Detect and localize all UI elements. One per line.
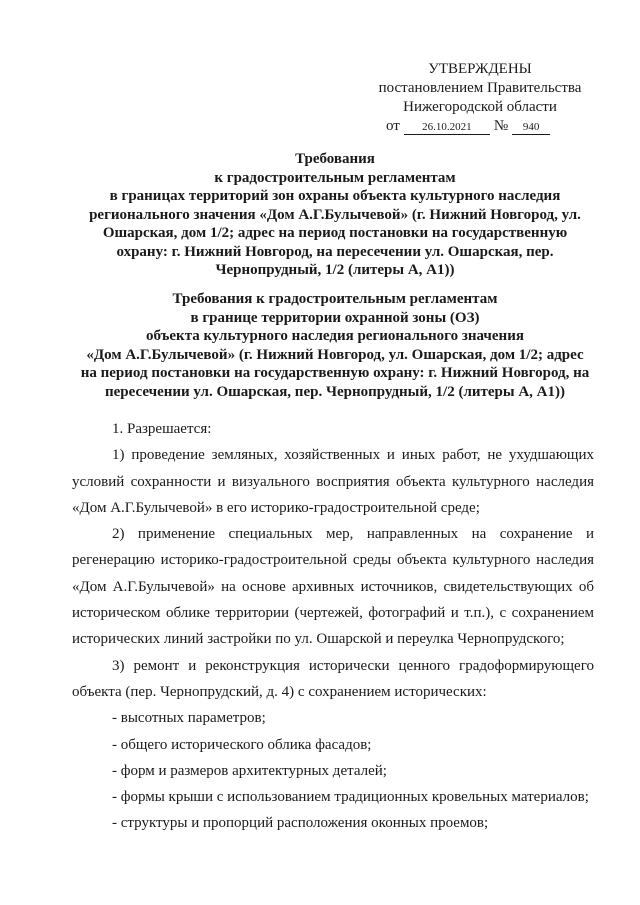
text-line: «Дом А.Г.Булычевой» на основе архивных источников, свидетельствующих об <box>72 578 594 595</box>
heading-line: в границе территории охранной зоны (ОЗ) <box>190 309 480 326</box>
heading-line: объекта культурного наследия регионального значения <box>146 328 524 344</box>
text-line: 1. Разрешается: <box>112 421 212 437</box>
list-item: - структуры и пропорций расположения оконных проемов; <box>112 815 489 832</box>
list-item: - формы крыши с использованием традиционных кровельных материалов; <box>112 789 589 806</box>
item-heading <box>72 416 594 442</box>
list-item: - форм и размеров архитектурных деталей; <box>112 762 387 779</box>
text-line: 3) ремонт и реконструкция исторически ценного градоформирующего <box>112 657 594 674</box>
approval-region: Нижегородской области <box>403 99 557 115</box>
document-title <box>60 150 610 280</box>
text-line: 2) применение специальных мер, направленных на сохранение и <box>112 526 594 543</box>
heading-line: Требования к градостроительным регламентам <box>172 291 498 307</box>
heading-line: пересечении ул. Ошарская, пер. Чернопрудный, 1/2 (литеры А, А1)) <box>105 383 565 400</box>
text-line: регенерацию историко-градостроительной среды объекта культурного наследия <box>72 552 594 569</box>
paragraph-2 <box>72 521 594 652</box>
text-line: «Дом А.Г.Булычевой» в его историко-градостроительной среде; <box>72 499 480 516</box>
heading-line: Чернопрудный, 1/2 (литеры А, А1)) <box>215 262 455 278</box>
approval-stamp <box>360 60 600 136</box>
text-line: объекта (пер. Чернопрудский, д. 4) с сохранением исторических: <box>72 683 487 700</box>
section-title <box>60 290 610 401</box>
list-item: - общего исторического облика фасадов; <box>112 736 372 753</box>
text-line: историческом облике территории (чертежей, фотографий и т.п.), с сохранением <box>72 605 594 622</box>
heading-line: охрану: г. Нижний Новгород, на пересечении ул. Ошарская, пер. <box>116 243 554 260</box>
list-item: - высотных параметров; <box>112 710 266 727</box>
heading-line: «Дом А.Г.Булычевой» (г. Нижний Новгород, ул. Ошарская, дом 1/2; адрес <box>86 346 584 363</box>
paragraph-3 <box>72 653 594 706</box>
heading-line: к градостроительным регламентам <box>214 169 456 186</box>
text-line: исторических линий застройки по ул. Ошарской и переулка Чернопрудского; <box>72 631 565 648</box>
heading-line: на период постановки на государственную охрану: г. Нижний Новгород, на <box>80 365 590 381</box>
heading-line: Требования <box>295 151 375 167</box>
paragraph-1 <box>72 442 594 521</box>
document-body <box>72 416 594 837</box>
heading-line: Ошарская, дом 1/2; адрес на период постановки на государственную <box>102 225 568 241</box>
approval-title: УТВЕРЖДЕНЫ <box>428 61 532 77</box>
number-label: № <box>493 118 509 134</box>
text-line: 1) проведение земляных, хозяйственных и иных работ, не ухудшающих <box>112 447 594 464</box>
approval-date: 26.10.2021 <box>404 120 490 135</box>
approval-number: 940 <box>512 120 550 135</box>
approval-issuer: постановлением Правительства <box>378 80 582 96</box>
heading-line: в границах территорий зон охраны объекта культурного наследия <box>109 188 561 204</box>
approval-date-line <box>360 117 600 136</box>
text-line: условий сохранности и визуального восприятия объекта культурного наследия <box>72 473 594 490</box>
from-label: от <box>386 118 400 134</box>
heading-line: регионального значения «Дом А.Г.Булычевой» (г. Нижний Новгород, ул. <box>89 206 581 223</box>
